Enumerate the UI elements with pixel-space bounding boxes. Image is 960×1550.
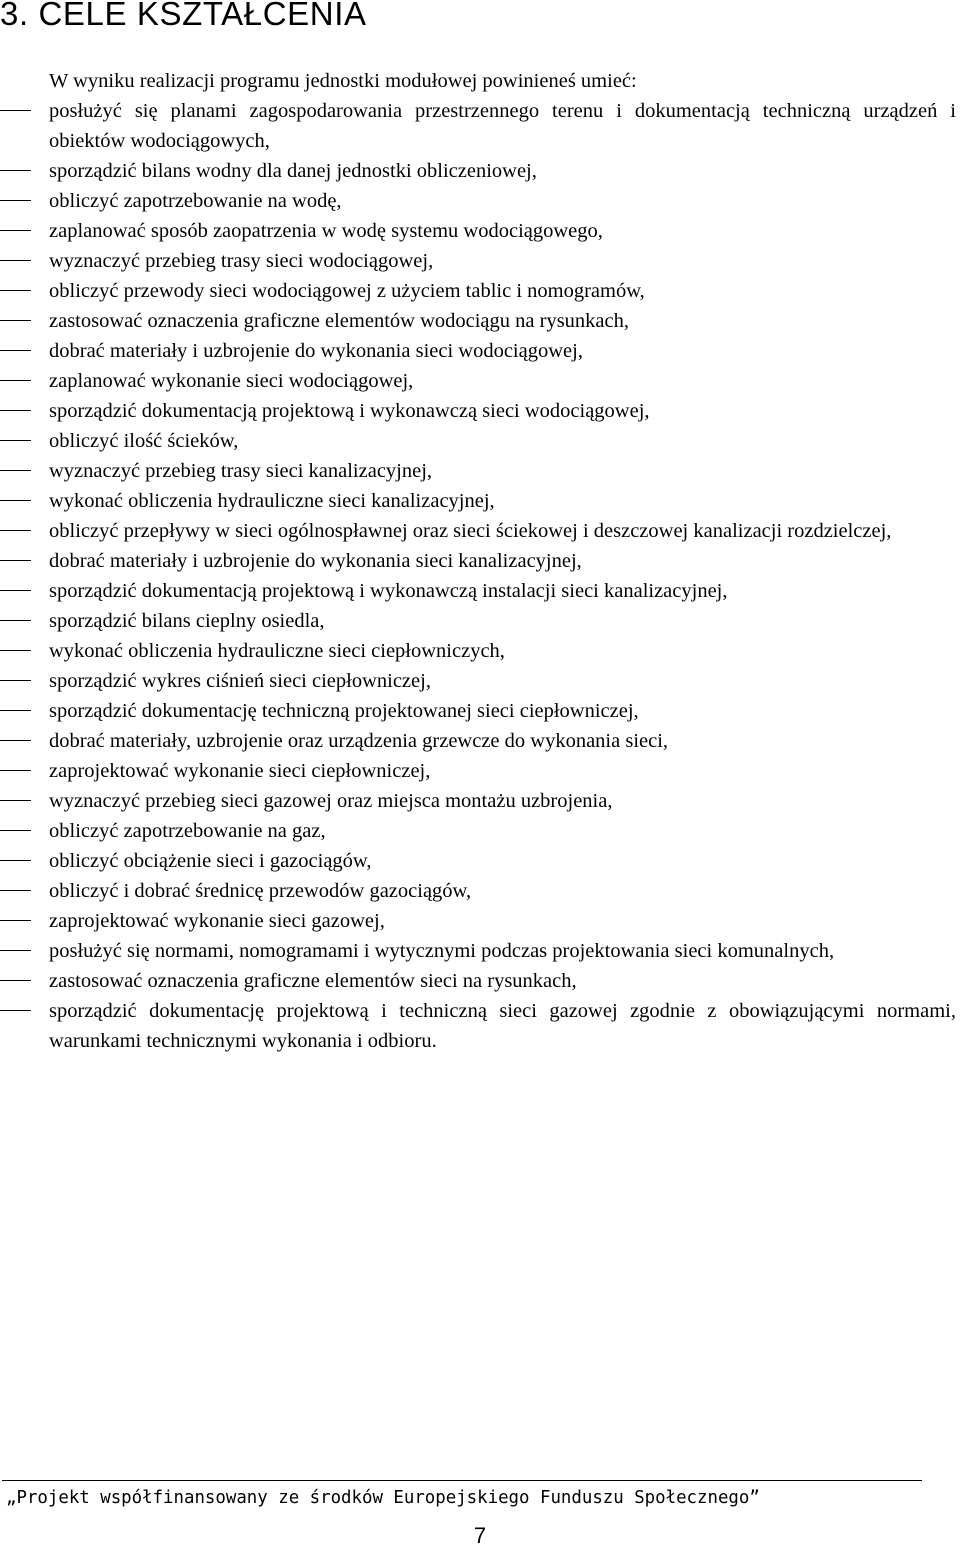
dash-bullet-icon — [0, 590, 31, 591]
objective-text: posłużyć się planami zagospodarowania przestrzennego terenu i dokumentacją techniczną urządzeń i obiektów wodociągowych, — [49, 100, 956, 152]
objective-text: obliczyć przepływy w sieci ogólnospławnej oraz sieci ściekowej i deszczowej kanalizacji rozdzielczej, — [49, 520, 892, 542]
dash-bullet-icon — [0, 650, 31, 651]
dash-bullet-icon — [0, 710, 31, 711]
dash-bullet-icon — [0, 980, 31, 981]
objective-text: obliczyć przewody sieci wodociągowej z użyciem tablic i nomogramów, — [49, 280, 645, 302]
objective-item — [0, 876, 960, 906]
objective-text: zaprojektować wykonanie sieci ciepłowniczej, — [49, 760, 431, 782]
objective-text: obliczyć zapotrzebowanie na wodę, — [49, 190, 342, 212]
objective-text: obliczyć zapotrzebowanie na gaz, — [49, 820, 326, 842]
objective-item — [0, 696, 960, 726]
objective-text: sporządzić dokumentacją projektową i wykonawczą sieci wodociągowej, — [49, 400, 650, 422]
dash-bullet-icon — [0, 680, 31, 681]
dash-bullet-icon — [0, 350, 31, 351]
objective-text: posłużyć się normami, nomogramami i wytycznymi podczas projektowania sieci komunalnych, — [49, 940, 835, 962]
objective-text: sporządzić bilans cieplny osiedla, — [49, 610, 325, 632]
dash-bullet-icon — [0, 260, 31, 261]
objective-text: sporządzić dokumentację techniczną projektowanej sieci ciepłowniczej, — [49, 700, 639, 722]
dash-bullet-icon — [0, 230, 31, 231]
objective-item — [0, 906, 960, 936]
objective-item — [0, 486, 960, 516]
objective-item — [0, 996, 960, 1056]
objective-text: zastosować oznaczenia graficzne elementów sieci na rysunkach, — [49, 970, 577, 992]
dash-bullet-icon — [0, 950, 31, 951]
dash-bullet-icon — [0, 110, 31, 111]
dash-bullet-icon — [0, 560, 31, 561]
page-number: 7 — [473, 1523, 487, 1548]
dash-bullet-icon — [0, 1010, 31, 1011]
intro-text: W wyniku realizacji programu jednostki modułowej powinieneś umieć: — [49, 70, 637, 92]
dash-bullet-icon — [0, 440, 31, 441]
objective-text: dobrać materiały i uzbrojenie do wykonania sieci wodociągowej, — [49, 340, 583, 362]
objective-text: wyznaczyć przebieg trasy sieci kanalizacyjnej, — [49, 460, 433, 482]
dash-bullet-icon — [0, 740, 31, 741]
objective-text: dobrać materiały, uzbrojenie oraz urządzenia grzewcze do wykonania sieci, — [49, 730, 669, 752]
dash-bullet-icon — [0, 770, 31, 771]
dash-bullet-icon — [0, 290, 31, 291]
objective-text: wyznaczyć przebieg trasy sieci wodociągowej, — [49, 250, 434, 272]
dash-bullet-icon — [0, 920, 31, 921]
objective-item — [0, 666, 960, 696]
objective-item — [0, 366, 960, 396]
dash-bullet-icon — [0, 860, 31, 861]
dash-bullet-icon — [0, 410, 31, 411]
dash-bullet-icon — [0, 200, 31, 201]
page-heading: 3. CELE KSZTAŁCENIA — [0, 0, 367, 32]
objective-item — [0, 156, 960, 186]
dash-bullet-icon — [0, 380, 31, 381]
dash-bullet-icon — [0, 530, 31, 531]
objective-text: dobrać materiały i uzbrojenie do wykonania sieci kanalizacyjnej, — [49, 550, 582, 572]
objective-item — [0, 756, 960, 786]
objective-text: sporządzić dokumentacją projektową i wykonawczą instalacji sieci kanalizacyjnej, — [49, 580, 728, 602]
objective-item — [0, 96, 960, 156]
objective-text: zaprojektować wykonanie sieci gazowej, — [49, 910, 385, 932]
objective-text: sporządzić bilans wodny dla danej jednostki obliczeniowej, — [49, 160, 537, 182]
objective-item — [0, 456, 960, 486]
objective-item — [0, 636, 960, 666]
objective-text: wykonać obliczenia hydrauliczne sieci kanalizacyjnej, — [49, 490, 495, 512]
dash-bullet-icon — [0, 500, 31, 501]
objective-item — [0, 936, 960, 966]
objective-item — [0, 576, 960, 606]
objective-item — [0, 186, 960, 216]
objectives-list — [0, 96, 960, 1056]
dash-bullet-icon — [0, 890, 31, 891]
objective-text: sporządzić wykres ciśnień sieci ciepłowniczej, — [49, 670, 431, 692]
dash-bullet-icon — [0, 620, 31, 621]
objective-item — [0, 216, 960, 246]
objective-item — [0, 846, 960, 876]
objective-item — [0, 546, 960, 576]
footer-divider — [2, 1480, 922, 1481]
objective-item — [0, 336, 960, 366]
objective-text: obliczyć i dobrać średnicę przewodów gazociągów, — [49, 880, 472, 902]
objective-item — [0, 606, 960, 636]
dash-bullet-icon — [0, 470, 31, 471]
dash-bullet-icon — [0, 320, 31, 321]
objective-text: zastosować oznaczenia graficzne elementów wodociągu na rysunkach, — [49, 310, 629, 332]
objective-item — [0, 516, 960, 546]
objective-item — [0, 726, 960, 756]
objective-text: obliczyć ilość ścieków, — [49, 430, 239, 452]
objective-item — [0, 276, 960, 306]
objective-item — [0, 246, 960, 276]
objective-text: zaplanować wykonanie sieci wodociągowej, — [49, 370, 414, 392]
objective-text: wyznaczyć przebieg sieci gazowej oraz miejsca montażu uzbrojenia, — [49, 790, 613, 812]
dash-bullet-icon — [0, 170, 31, 171]
objective-item — [0, 816, 960, 846]
objective-text: sporządzić dokumentację projektową i techniczną sieci gazowej zgodnie z obowiązującymi normami, warunkami technicznymi wykonania i odbioru. — [49, 1000, 956, 1052]
objective-item — [0, 786, 960, 816]
objective-text: obliczyć obciążenie sieci i gazociągów, — [49, 850, 372, 872]
objective-item — [0, 306, 960, 336]
objective-text: zaplanować sposób zaopatrzenia w wodę systemu wodociągowego, — [49, 220, 603, 242]
objective-text: wykonać obliczenia hydrauliczne sieci ciepłowniczych, — [49, 640, 505, 662]
dash-bullet-icon — [0, 800, 31, 801]
footer-project-note: „Projekt współfinansowany ze środków Europejskiego Funduszu Społecznego” — [6, 1488, 760, 1508]
objective-item — [0, 966, 960, 996]
objective-item — [0, 426, 960, 456]
objective-item — [0, 396, 960, 426]
dash-bullet-icon — [0, 830, 31, 831]
